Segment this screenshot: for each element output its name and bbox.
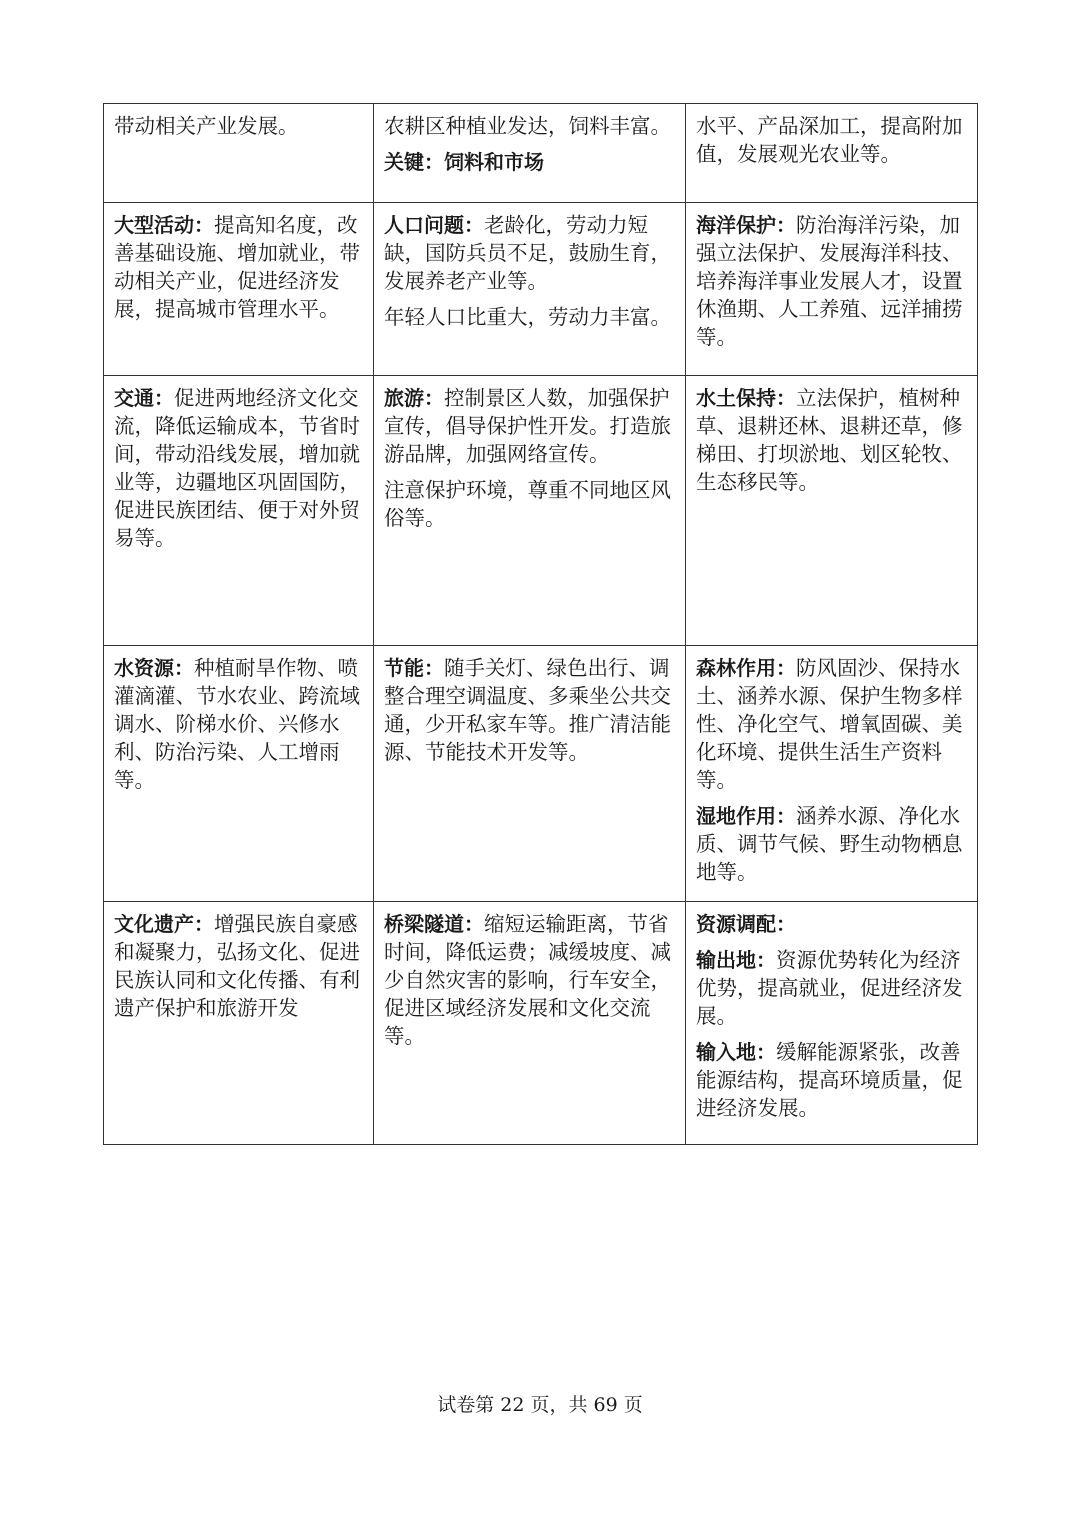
table-row	[104, 203, 978, 376]
cell-paragraph	[696, 654, 967, 794]
cell-text: 农耕区种植业发达，饲料丰富。	[384, 114, 671, 138]
table-row	[104, 902, 978, 1145]
cell-text: 提高知名度，改善基础设施、增加就业，带动相关产业，促进经济发展，提高城市管理水平。	[114, 213, 360, 321]
cell-keyword: 湿地作用：	[696, 804, 796, 828]
cell-keyword: 森林作用：	[696, 656, 796, 680]
cell-keyword: 旅游：	[384, 386, 444, 410]
cell-text: 涵养水源、净化水质、调节气候、野生动物栖息地等。	[696, 804, 963, 884]
cell-text: 老龄化，劳动力短缺，国防兵员不足，鼓励生育，发展养老产业等。	[384, 213, 671, 293]
cell-keyword: 资源调配：	[696, 912, 796, 936]
cell-paragraph	[696, 802, 967, 886]
table-cell	[374, 376, 686, 646]
cell-text: 缩短运输距离，节省时间，降低运费；减缓坡度、减少自然灾害的影响，行车安全，促进区域经济发展和文化交流等。	[384, 912, 671, 1048]
table-cell	[374, 902, 686, 1145]
cell-text: 年轻人口比重大，劳动力丰富。	[384, 305, 671, 329]
cell-text: 防治海洋污染，加强立法保护、发展海洋科技、培养海洋事业发展人才，设置休渔期、人工养殖、远洋捕捞等。	[696, 213, 963, 349]
cell-paragraph	[696, 1038, 967, 1122]
cell-paragraph	[696, 112, 967, 168]
cell-text: 资源优势转化为经济优势，提高就业，促进经济发展。	[696, 948, 963, 1028]
cell-text: 防风固沙、保持水土、涵养水源、保护生物多样性、净化空气、增氧固碳、美化环境、提供生活生产资料等。	[696, 656, 963, 792]
page-footer: 试卷第 22 页，共 69 页	[437, 1394, 643, 1416]
cell-paragraph	[114, 211, 363, 323]
cell-paragraph	[384, 211, 675, 295]
table-cell	[104, 902, 374, 1145]
table-cell	[686, 376, 978, 646]
table-cell	[104, 203, 374, 376]
cell-text: 增强民族自豪感和凝聚力，弘扬文化、促进民族认同和文化传播、有利遗产保护和旅游开发	[114, 912, 360, 1020]
cell-keyword: 输入地：	[696, 1040, 776, 1064]
cell-paragraph	[696, 910, 967, 938]
cell-text: 立法保护，植树种草、退耕还林、退耕还草，修梯田、打坝淤地、划区轮牧、生态移民等。	[696, 386, 963, 494]
cell-text: 缓解能源紧张，改善能源结构，提高环境质量，促进经济发展。	[696, 1040, 963, 1120]
cell-paragraph	[384, 384, 675, 468]
cell-paragraph	[114, 910, 363, 1022]
cell-text: 促进两地经济文化交流，降低运输成本，节省时间，带动沿线发展，增加就业等，边疆地区巩固国防，促进民族团结、便于对外贸易等。	[114, 386, 360, 550]
cell-paragraph	[384, 112, 675, 140]
content-table	[103, 103, 978, 1145]
table-cell	[104, 376, 374, 646]
cell-keyword: 交通：	[114, 386, 174, 410]
cell-paragraph	[696, 384, 967, 496]
cell-paragraph	[384, 148, 675, 176]
cell-keyword: 海洋保护：	[696, 213, 796, 237]
cell-keyword: 人口问题：	[384, 213, 484, 237]
cell-keyword: 节能：	[384, 656, 444, 680]
cell-keyword: 桥梁隧道：	[384, 912, 484, 936]
cell-text: 种植耐旱作物、喷灌滴灌、节水农业、跨流域调水、阶梯水价、兴修水利、防治污染、人工增雨等。	[114, 656, 360, 792]
table-cell	[686, 646, 978, 902]
cell-text: 随手关灯、绿色出行、调整合理空调温度、多乘坐公共交通，少开私家车等。推广清洁能源、节能技术开发等。	[384, 656, 671, 764]
table-cell	[374, 646, 686, 902]
cell-keyword: 大型活动：	[114, 213, 214, 237]
table-cell	[374, 203, 686, 376]
cell-keyword: 输出地：	[696, 948, 776, 972]
cell-paragraph	[384, 654, 675, 766]
table-cell	[104, 646, 374, 902]
table-row	[104, 376, 978, 646]
cell-keyword: 关键：饲料和市场	[384, 150, 544, 174]
cell-paragraph	[384, 910, 675, 1050]
cell-paragraph	[696, 946, 967, 1030]
cell-keyword: 水土保持：	[696, 386, 796, 410]
table-cell	[686, 203, 978, 376]
cell-paragraph	[114, 654, 363, 794]
table-row	[104, 104, 978, 203]
cell-text: 水平、产品深加工，提高附加值，发展观光农业等。	[696, 114, 963, 166]
cell-paragraph	[384, 303, 675, 331]
table-cell	[686, 902, 978, 1145]
table-cell	[104, 104, 374, 203]
cell-paragraph	[384, 476, 675, 532]
cell-text: 注意保护环境，尊重不同地区风俗等。	[384, 478, 671, 530]
cell-text: 控制景区人数，加强保护宣传，倡导保护性开发。打造旅游品牌，加强网络宣传。	[384, 386, 671, 466]
cell-text: 带动相关产业发展。	[114, 114, 299, 138]
cell-keyword: 水资源：	[114, 656, 194, 680]
table-row	[104, 646, 978, 902]
table-cell	[374, 104, 686, 203]
cell-keyword: 文化遗产：	[114, 912, 214, 936]
cell-paragraph	[114, 112, 363, 140]
table-cell	[686, 104, 978, 203]
cell-paragraph	[114, 384, 363, 552]
cell-paragraph	[696, 211, 967, 351]
